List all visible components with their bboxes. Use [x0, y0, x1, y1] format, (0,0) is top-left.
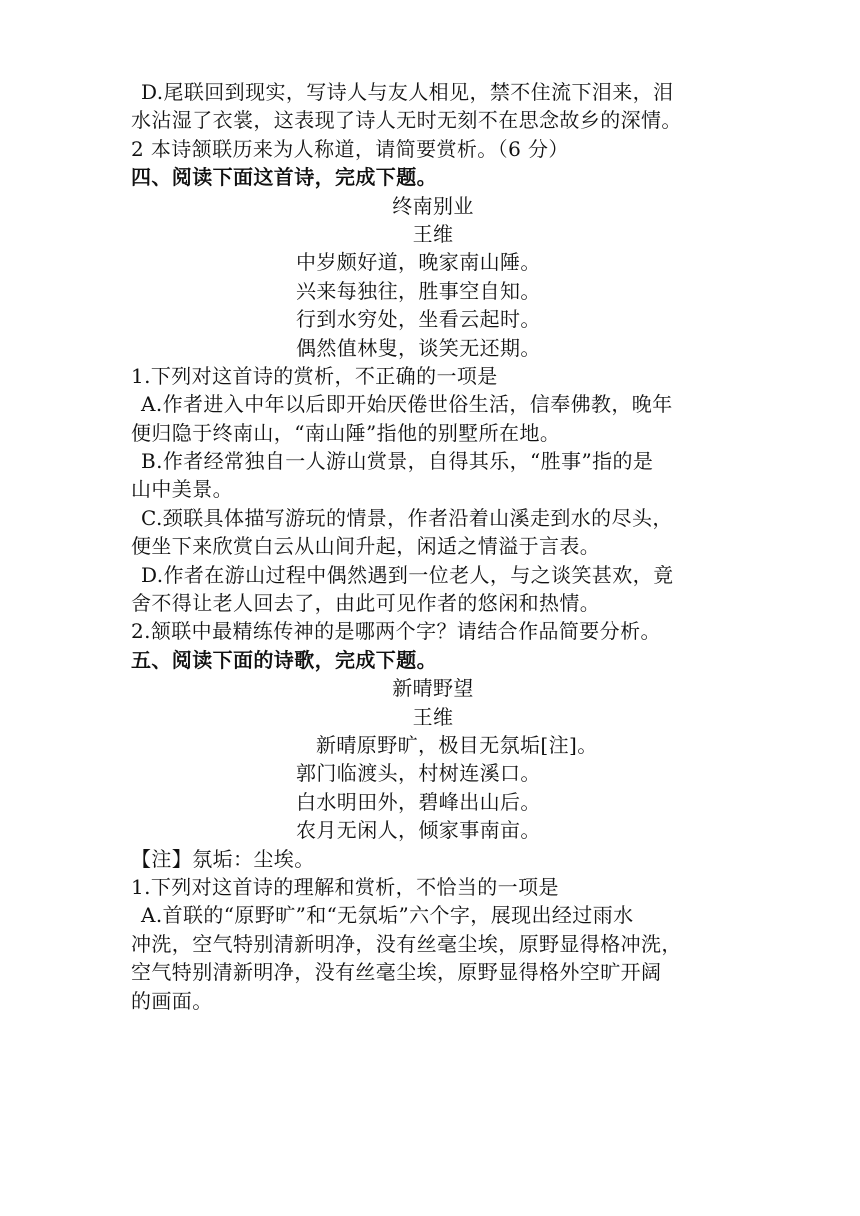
section5-poem-line: 白水明田外，碧峰出山后。: [296, 789, 541, 814]
section5-option-a-line3: 空气特别清新明净，没有丝毫尘埃，原野显得格外空旷开阔: [131, 960, 662, 985]
section5-option-a-line2: 冲洗，空气特别清新明净，没有丝毫尘埃，原野显得格冲洗，: [131, 931, 682, 956]
section4-poem-line: 偶然值林叟，谈笑无还期。: [296, 335, 541, 360]
section5-poem-line: 郭门临渡头，村树连溪口。: [296, 761, 541, 786]
section4-heading: 四、阅读下面这首诗，完成下题。: [131, 165, 437, 190]
section4-poem-title: 终南别业: [392, 193, 474, 218]
section4-poem-line: 中岁颇好道，晚家南山陲。: [296, 250, 541, 275]
section4-poem-author: 王维: [412, 221, 454, 246]
section3-option-d-line2: 水沾湿了衣裳，这表现了诗人无时无刻不在思念故乡的深情。: [131, 108, 682, 133]
section4-poem-line: 行到水穷处，坐看云起时。: [296, 307, 541, 332]
section4-option-d-line1: D.作者在游山过程中偶然遇到一位老人，与之谈笑甚欢，竟: [141, 562, 674, 587]
section5-poem-line: 农月无闲人，倾家事南亩。: [296, 818, 541, 843]
section4-option-a-line2: 便归隐于终南山，“南山陲”指他的别墅所在地。: [131, 420, 561, 445]
section5-question-1: 1.下列对这首诗的理解和赏析，不恰当的一项是: [131, 874, 559, 899]
section5-heading: 五、阅读下面的诗歌，完成下题。: [131, 647, 437, 672]
section5-poem-author: 王维: [412, 704, 454, 729]
section5-poem-title: 新晴野望: [392, 676, 474, 701]
section5-option-a-line1: A.首联的“原野旷”和“无氛垢”六个字，展现出经过雨水: [141, 903, 634, 928]
section4-option-c-line1: C.颈联具体描写游玩的情景，作者沿着山溪走到水的尽头，: [141, 505, 673, 530]
section4-option-b-line2: 山中美景。: [131, 477, 233, 502]
section4-option-c-line2: 便坐下来欣赏白云从山间升起，闲适之情溢于言表。: [131, 534, 601, 559]
section5-option-a-line4: 的画面。: [131, 988, 213, 1013]
section5-note: 【注】氛垢：尘埃。: [131, 846, 315, 871]
section3-option-d-line1: D.尾联回到现实，写诗人与友人相见，禁不住流下泪来，泪: [141, 80, 674, 104]
section4-option-d-line2: 舍不得让老人回去了，由此可见作者的悠闲和热情。: [131, 591, 601, 616]
section4-option-b-line1: B.作者经常独自一人游山赏景，自得其乐，“胜事”指的是: [141, 449, 654, 474]
section4-poem-line: 兴来每独往，胜事空自知。: [296, 278, 541, 303]
section4-question-1: 1.下列对这首诗的赏析，不正确的一项是: [131, 363, 498, 388]
document-page: [131, 78, 735, 1015]
section4-option-a-line1: A.作者进入中年以后即开始厌倦世俗生活，信奉佛教，晚年: [141, 392, 673, 417]
section3-question-2: 2 本诗颔联历来为人称道，请简要赏析。（6 分）: [131, 136, 569, 161]
section5-poem-line: 新晴原野旷，极目无氛垢[注]。: [316, 732, 598, 757]
section4-question-2: 2.颔联中最精练传神的是哪两个字？请结合作品简要分析。: [131, 619, 661, 644]
